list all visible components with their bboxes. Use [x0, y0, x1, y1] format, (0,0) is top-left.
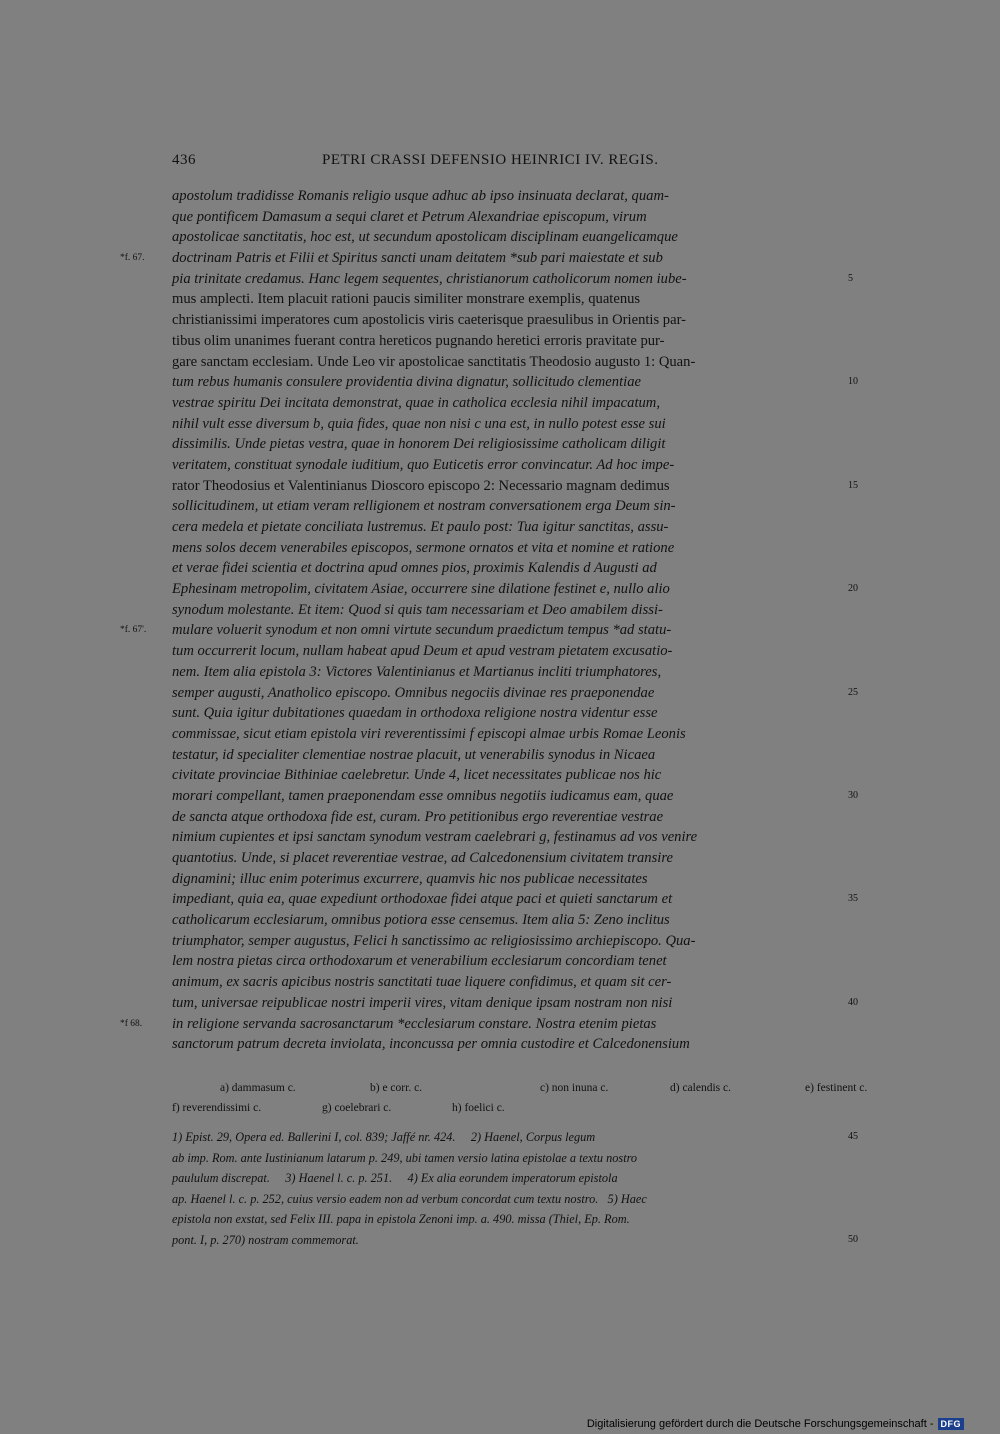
folio-marker: *f 68. [120, 1018, 143, 1029]
folio-marker: *f. 67'. [120, 625, 147, 636]
text-line-content: mus amplecti. Item placuit rationi paucis similiter monstrare exemplis, quatenus [172, 291, 641, 308]
variant-note: g) coelebrari c. [322, 1102, 392, 1114]
footnote-line [172, 1127, 858, 1148]
text-line-content: gare sanctam ecclesiam. Unde Leo vir apostolicae sanctitatis Theodosio augusto 1: Quan- [172, 353, 696, 370]
text-line [172, 331, 842, 352]
folio-marker: *f. 67. [120, 253, 145, 264]
text-line-content: tum occurrerit locum, nullam habeat apud Deum et apud vestram pietatem excusatio- [172, 643, 673, 660]
text-line [172, 931, 842, 952]
text-line [172, 910, 842, 931]
text-line-content: tibus olim unanimes fuerant contra hereticos pugnando heretici erroris pravitate pur- [172, 332, 665, 349]
text-line [172, 807, 842, 828]
text-line [172, 951, 842, 972]
variant-note: d) calendis c. [670, 1082, 731, 1094]
text-line-content: testatur, id specialiter clementiae nostrae placuit, ut venerabilis synodus in Nicaea [172, 746, 656, 763]
text-line-content: sunt. Quia igitur dubitationes quaedam in orthodoxa religione nostra videntur esse [172, 705, 658, 722]
line-number: 35 [848, 893, 858, 905]
text-line [172, 765, 842, 786]
text-line [172, 972, 842, 993]
text-line-content: rator Theodosius et Valentinianus Dioscoro episcopo 2: Necessario magnam dedimus [172, 477, 670, 494]
text-line [172, 662, 842, 683]
text-line-content: veritatem, constituat synodale iuditium, quo Euticetis error convincatur. Ad hoc impe- [172, 456, 675, 473]
text-line-content: mulare voluerit synodum et non omni virtute secundum praedictum tempus *ad statu- [172, 622, 672, 639]
text-line-content: tum rebus humanis consulere providentia divina dignatur, sollicitudo clementiae [172, 374, 641, 391]
text-line [172, 517, 842, 538]
line-number: 40 [848, 996, 858, 1008]
line-number: 45 [848, 1131, 858, 1142]
footnote-text: 1) Epist. 29, Opera ed. Ballerini I, col. 839; Jaffé nr. 424. 2) Haenel, Corpus legum [172, 1130, 596, 1144]
text-line [172, 538, 842, 559]
line-number: 20 [848, 583, 858, 595]
text-line-content: impediant, quia ea, quae expediunt orthodoxae fidei atque paci et quieti sanctarum et [172, 891, 673, 908]
text-line-content: catholicarum ecclesiarum, omnibus potiora esse censemus. Item alia 5: Zeno inclitus [172, 912, 670, 929]
variant-note: b) e corr. c. [370, 1082, 423, 1094]
text-line-content: doctrinam Patris et Filii et Spiritus sancti unam deitatem *sub pari maiestate et sub [172, 250, 663, 267]
footnote-line [172, 1189, 842, 1210]
text-line [172, 352, 842, 373]
line-number: 30 [848, 789, 858, 801]
text-line-content: vestrae spiritu Dei incitata demonstrat, quae in catholica ecclesia nihil impacatum, [172, 394, 660, 411]
variant-notes-row [172, 1098, 842, 1118]
footnote-text: pont. I, p. 270) nostram commemorat. [172, 1232, 359, 1247]
text-line-content: nihil vult esse diversum b, quia fides, quae non nisi c una est, in nullo potest esse sui [172, 415, 666, 432]
text-line-content: synodum molestante. Et item: Quod si quis tam necessariam et Deo amabilem dissi- [172, 601, 663, 618]
digitization-credit [587, 1418, 964, 1430]
text-line [172, 827, 842, 848]
text-line [172, 869, 842, 890]
line-number: 10 [848, 376, 858, 388]
footnote-line [172, 1148, 842, 1169]
text-line [172, 289, 842, 310]
footnote-line [172, 1209, 842, 1230]
text-line-content: quantotius. Unde, si placet reverentiae vestrae, ad Calcedonensium civitatem transire [172, 850, 673, 866]
footnote-line [172, 1168, 842, 1189]
text-line-content: cera medela et pietate conciliata lustremus. Et paulo post: Tua igitur sanctitas, assu- [172, 519, 669, 535]
text-line [172, 703, 842, 724]
line-number: 25 [848, 686, 858, 698]
text-line-content: christianissimi imperatores cum apostolicis viris caeterisque praesulibus in Orientis par- [172, 312, 687, 329]
text-line [172, 745, 842, 766]
line-number: 50 [848, 1233, 858, 1245]
text-line [120, 620, 842, 641]
text-line [120, 248, 842, 269]
text-line [172, 641, 842, 662]
text-line-content: semper augusti, Anatholico episcopo. Omnibus negociis divinae res praeponendae [172, 684, 655, 701]
text-line [172, 434, 842, 455]
text-line-content: apostolum tradidisse Romanis religio usque adhuc ab ipso insinuata declarat, quam- [172, 188, 669, 204]
variant-note: f) reverendissimi c. [172, 1102, 262, 1114]
text-line [172, 558, 842, 579]
text-line-content: que pontificem Damasum a sequi claret et Petrum Alexandriae episcopum, virum [172, 208, 647, 225]
text-line [172, 455, 842, 476]
text-line [172, 207, 842, 228]
text-line-content: apostolicae sanctitatis, hoc est, ut secundum apostolicam disciplinam euangelicamque [172, 229, 678, 246]
text-line [172, 600, 842, 621]
line-number: 15 [848, 479, 858, 491]
text-line-content: sanctorum patrum decreta inviolata, inconcussa per omnia custodire et Calcedonensium [172, 1036, 690, 1053]
text-line-content: nem. Item alia epistola 3: Victores Valentinianus et Martianus incliti triumphatores, [172, 663, 662, 680]
text-line [172, 393, 842, 414]
text-line-content: in religione servanda sacrosanctarum *ecclesiarum constare. Nostra etenim pietas [172, 1015, 657, 1032]
text-line [172, 496, 842, 517]
text-line [172, 786, 858, 807]
text-line-content: mens solos decem venerabiles episcopos, sermone ornatos et vita et nomine et ratione [172, 539, 675, 556]
dfg-logo: DFG [938, 1418, 965, 1430]
text-line [172, 227, 842, 248]
text-line [172, 269, 853, 290]
footnote-text: ab imp. Rom. ante Iustinianum latarum p. 249, ubi tamen versio latina epistolae a textu nostro [172, 1150, 638, 1165]
text-line [172, 476, 858, 497]
text-line-content: dignamini; illuc enim poterimus excurrere, quamvis hic nos publicae necessitates [172, 870, 648, 887]
text-line-content: lem nostra pietas circa orthodoxarum et venerabilium ecclesiarum concordiam tenet [172, 953, 667, 970]
footnote-line [172, 1230, 858, 1251]
variant-notes [172, 1078, 868, 1118]
text-line-content: Ephesinam metropolim, civitatem Asiae, occurrere sine dilatione festinet e, nullo alio [172, 581, 670, 598]
line-number: 5 [848, 272, 853, 284]
text-line-content: morari compellant, tamen praeponendam esse omnibus negotiis iudicamus eam, quae [172, 787, 674, 804]
variant-note: c) non inuna c. [540, 1082, 609, 1094]
text-line-content: et verae fidei scientia et doctrina apud omnes pios, proximis Kalendis d Augusti ad [172, 560, 657, 577]
main-text [120, 186, 858, 1055]
text-line-content: dissimilis. Unde pietas vestra, quae in honorem Dei religiosissime catholicam diligit [172, 436, 666, 453]
text-line-content: commissae, sicut etiam epistola viri reverentissimi f episcopi almae urbis Romae Leonis [172, 725, 686, 742]
text-line-content: tum, universae reipublicae nostri imperii vires, vitam denique ipsam nostram non nisi [172, 994, 673, 1011]
text-line-content: triumphator, semper augustus, Felici h sanctissimo ac religiosissimo archiepiscopo. Qua- [172, 932, 696, 949]
text-line [172, 186, 842, 207]
text-line [172, 993, 858, 1014]
text-line [120, 1014, 842, 1035]
footnote-text: paululum discrepat. 3) Haenel l. c. p. 251. 4) Ex alia eorundem imperatorum epistola [172, 1171, 618, 1186]
footnotes [172, 1127, 858, 1251]
footnote-text: ap. Haenel l. c. p. 252, cuius versio eadem non ad verbum concordat cum textu nostro. 5) Haec [172, 1191, 647, 1206]
text-line-content: pia trinitate credamus. Hanc legem sequentes, christianorum catholicorum nomen iube- [172, 270, 687, 287]
text-line [172, 683, 858, 704]
text-line [172, 372, 858, 393]
running-title: PETRI CRASSI DEFENSIO HEINRICI IV. REGIS. [322, 152, 659, 168]
page-header [172, 152, 842, 176]
text-line [172, 579, 858, 600]
text-line [172, 889, 858, 910]
variant-note: h) foelici c. [452, 1102, 505, 1114]
text-line-content: sollicitudinem, ut etiam veram relligionem et nostram conversationem erga Deum sin- [172, 498, 676, 515]
text-line-content: civitate provinciae Bithiniae caelebretur. Unde 4, licet necessitates publicae nos hic [172, 767, 662, 784]
text-line-content: de sancta atque orthodoxa fide est, curam. Pro petitionibus ergo reverentiae vestrae [172, 808, 664, 825]
variant-notes-row [172, 1078, 868, 1098]
page-number: 436 [172, 152, 196, 168]
text-line-content: animum, ex sacris apicibus nostris sanctitati tuae liquere confidimus, et quam sit cer- [172, 974, 672, 991]
text-line [172, 724, 842, 745]
text-line [172, 1034, 842, 1055]
footnote-text: epistola non exstat, sed Felix III. papa in epistola Zenoni imp. a. 490. missa (Thiel, Ep. Rom. [172, 1212, 630, 1227]
variant-note: a) dammasum c. [220, 1082, 296, 1094]
text-line [172, 414, 842, 435]
variant-note: e) festinent c. [805, 1082, 868, 1094]
text-line [172, 848, 842, 869]
credit-text: Digitalisierung gefördert durch die Deutsche Forschungsgemeinschaft - [586, 1418, 934, 1430]
text-line-content: nimium cupientes et ipsi sanctam synodum vestram caelebrari g, festinamus ad vos venire [172, 829, 698, 846]
text-line [172, 310, 842, 331]
